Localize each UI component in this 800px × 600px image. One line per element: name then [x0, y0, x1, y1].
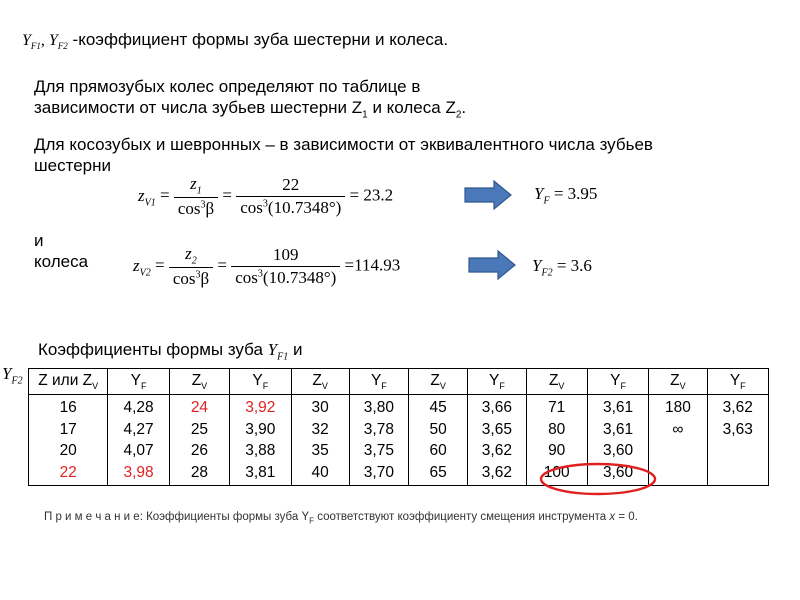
cell-value: 3,62	[722, 399, 753, 416]
cell-value: 3,81	[245, 463, 276, 481]
table-cell	[29, 395, 108, 486]
cell-value: 3,60	[603, 463, 634, 481]
fraction-z1-over-cos: $\frac{z_1}{\cos^3\beta}$	[174, 174, 218, 219]
cell-value: 32	[311, 420, 329, 438]
cell-value: 60	[429, 442, 447, 459]
cell-value: 4,07	[123, 442, 154, 459]
cell-value: 3,70	[363, 463, 394, 481]
cell-value: 3,61	[603, 399, 634, 416]
cell-value: 3,78	[363, 420, 394, 438]
cell-value: 20	[59, 442, 77, 459]
straight-gear-paragraph: Для прямозубых колес определяют по таблице в зависимости от числа зубьев шестерни $Z_1$ и колеса $Z_2$.	[34, 77, 467, 121]
footnote: П р и м е ч а н и е: Коэффициенты формы зуба $Y_F$ соответствуют коэффициенту смещения инструмента x = 0.	[44, 511, 638, 526]
cell-value: 30	[311, 399, 329, 416]
fraction-109-over-cos: $\frac{109}{\cos^3(10.7348^\circ)}$	[231, 245, 340, 288]
cell-value: 3,75	[363, 442, 394, 459]
title-line: $Y_{F1}$, $Y_{F2}$ -коэффициент формы зуба шестерни и колеса.	[22, 30, 449, 52]
column-header: $Y_F$	[468, 369, 526, 395]
cell-value: 4,27	[123, 420, 154, 438]
cell-value: 3,63	[722, 420, 753, 438]
cell-value: 3,62	[481, 442, 512, 459]
column-header: $Y_F$	[707, 369, 769, 395]
column-header: $Z_V$	[291, 369, 349, 395]
right-arrow-icon	[468, 250, 516, 280]
table-cell	[349, 395, 408, 486]
column-header: $Z_V$	[409, 369, 468, 395]
formula-zv2: $z_{V2}$ = $\frac{z_2}{\cos^3\beta}$ = $\frac{109}{\cos^3(10.7348^\circ)}$ =114.93	[133, 244, 401, 289]
yf2-side-label: $Y_{F2}$	[2, 364, 23, 387]
table-cell	[108, 395, 169, 486]
cell-value: 100	[543, 463, 570, 481]
cell-value: 17	[59, 420, 77, 438]
table-caption: Коэффициенты формы зуба $Y_{F1}$ и	[38, 340, 303, 363]
table-cell	[169, 395, 229, 486]
cell-value: ∞	[672, 420, 684, 438]
formula-zv1: $z_{V1}$ = $\frac{z_1}{\cos^3\beta}$ = $\frac{22}{\cos^3(10.7348^\circ)}$ = 23.2	[138, 174, 394, 219]
table-cell	[291, 395, 349, 486]
cell-value: 4,28	[123, 399, 154, 416]
helical-gear-paragraph: Для косозубых и шевронных – в зависимости от эквивалентного числа зубьев шестерни	[34, 135, 653, 175]
column-header: $Z_V$	[526, 369, 587, 395]
cell-value: 40	[311, 463, 329, 481]
title-text: -коэффициент формы зуба шестерни и колеса.	[67, 30, 449, 49]
z2-symbol: $Z_2$	[445, 98, 462, 121]
cell-value: 3,88	[245, 442, 276, 459]
cell-value: 80	[548, 420, 566, 438]
cell-value: 3,60	[603, 442, 634, 459]
cell-value: 3,66	[481, 399, 512, 416]
yf1-symbol: $Y_{F1}$	[22, 32, 41, 52]
result-yf1: $Y_F = 3.95$	[534, 184, 598, 207]
cell-value: 45	[429, 399, 447, 416]
cell-value: 22	[59, 463, 77, 481]
cell-value: 180	[664, 399, 691, 416]
column-header: $Y_F$	[587, 369, 648, 395]
wheel-label: и колеса	[34, 231, 89, 271]
cell-value: 3,62	[481, 463, 512, 481]
fraction-z2-over-cos: $\frac{z_2}{\cos^3\beta}$	[169, 244, 213, 289]
column-header: $Z_V$	[649, 369, 707, 395]
cell-value: 90	[548, 442, 566, 459]
cell-value: 3,80	[363, 399, 394, 416]
cell-value: 3,90	[245, 420, 276, 438]
result-yf2: $Y_{F2} = 3.6$	[532, 256, 592, 279]
cell-value: 35	[311, 442, 329, 459]
cell-value: 3,98	[123, 463, 154, 481]
table-cell	[468, 395, 526, 486]
z1-symbol: $Z_1$	[351, 98, 368, 121]
right-arrow-icon	[464, 180, 512, 210]
cell-value: 71	[548, 399, 566, 416]
table-cell	[409, 395, 468, 486]
cell-value: 28	[190, 463, 209, 481]
column-header: $Y_F$	[349, 369, 408, 395]
table-cell	[707, 395, 769, 486]
column-header: $Y_F$	[230, 369, 291, 395]
cell-value: 16	[59, 399, 77, 416]
cell-value: 50	[429, 420, 447, 438]
table-cell	[230, 395, 291, 486]
column-header: $Y_F$	[108, 369, 169, 395]
yf2-symbol: $Y_{F2}$	[48, 32, 68, 52]
cell-value: 3,92	[245, 399, 276, 416]
cell-value: 25	[190, 420, 209, 438]
cell-value: 3,65	[481, 420, 512, 438]
cell-value: 24	[190, 399, 209, 416]
cell-value: 65	[429, 463, 447, 481]
table-header-row	[29, 369, 769, 395]
fraction-22-over-cos: $\frac{22}{\cos^3(10.7348^\circ)}$	[236, 175, 345, 218]
column-header: $Z_V$	[169, 369, 229, 395]
column-header: Z или $Z_V$	[29, 369, 108, 395]
highlight-circle	[538, 461, 658, 497]
cell-value: 26	[190, 442, 209, 459]
cell-value: 3,61	[603, 420, 634, 438]
